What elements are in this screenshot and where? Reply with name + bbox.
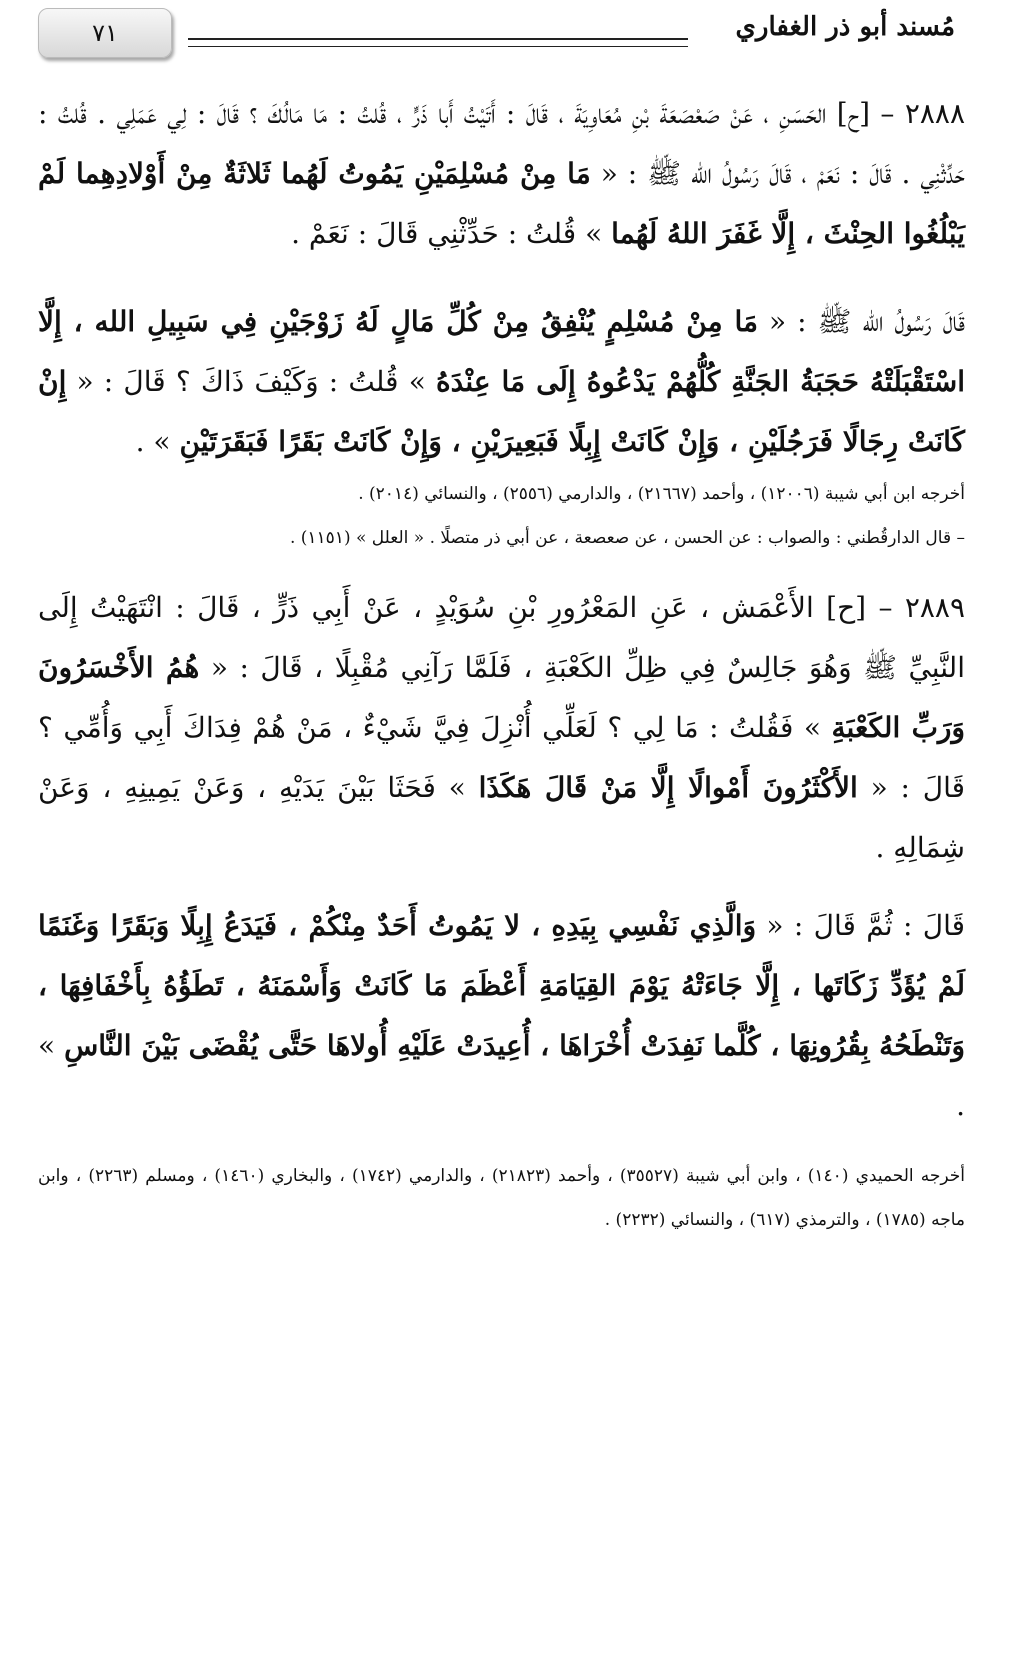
narration-text: » فَقُلتُ : مَا لِي ؟ لَعَلِّي أُنْزِلَ فِيَّ شَيْءٌ ، مَنْ هُمْ فِدَاكَ أَبِي وَأُمِّي ؟ قَالَ : « xyxy=(38,711,965,804)
narration-text: » قُلتُ : حَدِّثْنِي قَالَ : نَعَمْ . xyxy=(291,217,612,250)
hadith-2889-paragraph-2 xyxy=(38,896,965,1136)
narration-text: » فَحَثَا بَيْنَ يَدَيْهِ ، وَعَنْ يَمِينِهِ ، وَعَنْ شِمَالِهِ . xyxy=(38,771,965,864)
page-body xyxy=(38,84,965,1242)
header-rule xyxy=(188,38,688,47)
page-number-badge xyxy=(38,8,172,58)
hadith-matn-text: مَا مِنْ مُسْلِمٍ يُنْفِقُ مِنْ كُلِّ مَالٍ لَهُ زَوْجَيْنِ فِي سَبِيلِ الله ، إِلَّا اسْتَقْبَلَتْهُ حَجَبَةُ الجَنَّةِ كُلُّهُمْ يَدْعُوهُ إِلَى مَا عِنْدَهُ xyxy=(38,305,966,398)
hadith-2888-note: – قال الدارقُطني : والصواب : عن الحسن ، عن صعصعة ، عن أبي ذر متصلًا . « العلل » (١١٥١) . xyxy=(289,528,965,548)
page-number: ٧١ xyxy=(92,19,118,47)
narration-text: » . xyxy=(135,425,180,458)
hadith-matn-text: هُمُ الأَخْسَرُونَ وَرَبِّ الكَعْبَةِ xyxy=(38,651,965,744)
hadith-2889-paragraph-1 xyxy=(38,578,965,878)
narration-text: قَالَ رَسُولُ الله ﷺ : « xyxy=(757,305,965,338)
narration-text: قَالَ : ثُمَّ قَالَ : « xyxy=(756,909,965,942)
narration-text: » قُلتُ : وَكَيْفَ ذَاكَ ؟ قَالَ : « xyxy=(66,365,437,398)
hadith-matn-text: إِنْ كَانَتْ رِجَالًا فَرَجُلَيْنِ ، وَإِنْ كَانَتْ إِبِلًا فَبَعِيرَيْنِ ، وَإِنْ كَانَتْ بَقَرًا فَبَقَرَتَيْنِ xyxy=(38,365,965,458)
narration-text: » . xyxy=(38,1029,965,1122)
hadith-matn-text: الأَكْثَرُونَ أَمْوالًا إِلَّا مَنْ قَالَ هَكَذَا xyxy=(478,771,858,804)
page-header xyxy=(0,0,1010,70)
hadith-2888-takhrij: أخرجه ابن أبي شيبة (١٢٠٠٦) ، وأحمد (٢١٦٦٧) ، والدارمي (٢٥٥٦) ، والنسائي (٢٠١٤) . xyxy=(358,484,965,504)
narration-text: ٢٨٨٩ – [ح] الأَعْمَش ، عَنِ المَعْرُورِ بْنِ سُوَيْدٍ ، عَنْ أَبِي ذَرٍّ ، قَالَ : انْتَهَيْتُ إِلَى النَّبِيِّ ﷺ وَهُوَ جَالِسٌ فِي ظِلِّ الكَعْبَةِ ، فَلَمَّا رَآنِي مُقْبِلًا ، قَالَ : « xyxy=(38,591,965,684)
narration-text: ٢٨٨٨ – [ح] الحَسَنِ ، عَنْ صَعْصَعَةَ بْنِ مُعَاوِيَةَ ، قَالَ : أَتَيْتُ أَبا ذَرٍّ ، قُلتُ : مَا مَالُكَ ؟ قَالَ : لِي عَمَلِي . قُلتُ : حَدِّثْنِي . قَالَ : نَعَمْ ، قَالَ رَسُولُ الله ﷺ : « xyxy=(38,97,965,190)
hadith-matn-text: وَالَّذِي نَفْسِي بِيَدِهِ ، لا يَمُوتُ أَحَدٌ مِنْكُمْ ، فَيَدَعُ إِبِلًا وَبَقَرًا وَغَنَمًا لَمْ يُؤَدِّ زَكَاتَها ، إِلَّا جَاءَتْهُ يَوْمَ القِيَامَةِ أَعْظَمَ مَا كَانَتْ وَأَسْمَنَهُ ، تَطَؤُهُ بِأَخْفَافِهَا ، وَتَنْطَحُهُ بِقُرُونِهَا ، كُلَّما نَفِدَتْ أُخْرَاهَا ، أُعِيدَتْ عَلَيْهِ أُولاهَا حَتَّى يُقْضَى بَيْنَ النَّاسِ xyxy=(38,909,966,1062)
hadith-matn-text: مَا مِنْ مُسْلِمَيْنِ يَمُوتُ لَهُما ثَلاثَةٌ مِنْ أَوْلادِهِما لَمْ يَبْلُغُوا الحِنْثَ ، إِلَّا غَفَرَ اللهُ لَهُما xyxy=(38,157,965,250)
hadith-2888-paragraph-2 xyxy=(38,292,965,472)
hadith-2888-paragraph-1 xyxy=(38,84,965,264)
running-title: مُسند أبو ذر الغفاري xyxy=(735,12,955,42)
hadith-2889-takhrij: أخرجه الحميدي (١٤٠) ، وابن أبي شيبة (٣٥٥٢٧) ، وأحمد (٢١٨٢٣) ، والدارمي (١٧٤٢) ، والبخاري (١٤٦٠) ، ومسلم (٢٢٦٣) ، وابن ماجه (١٧٨٥) ، والترمذي (٦١٧) ، والنسائي (٢٢٣٢) . xyxy=(38,1166,966,1230)
